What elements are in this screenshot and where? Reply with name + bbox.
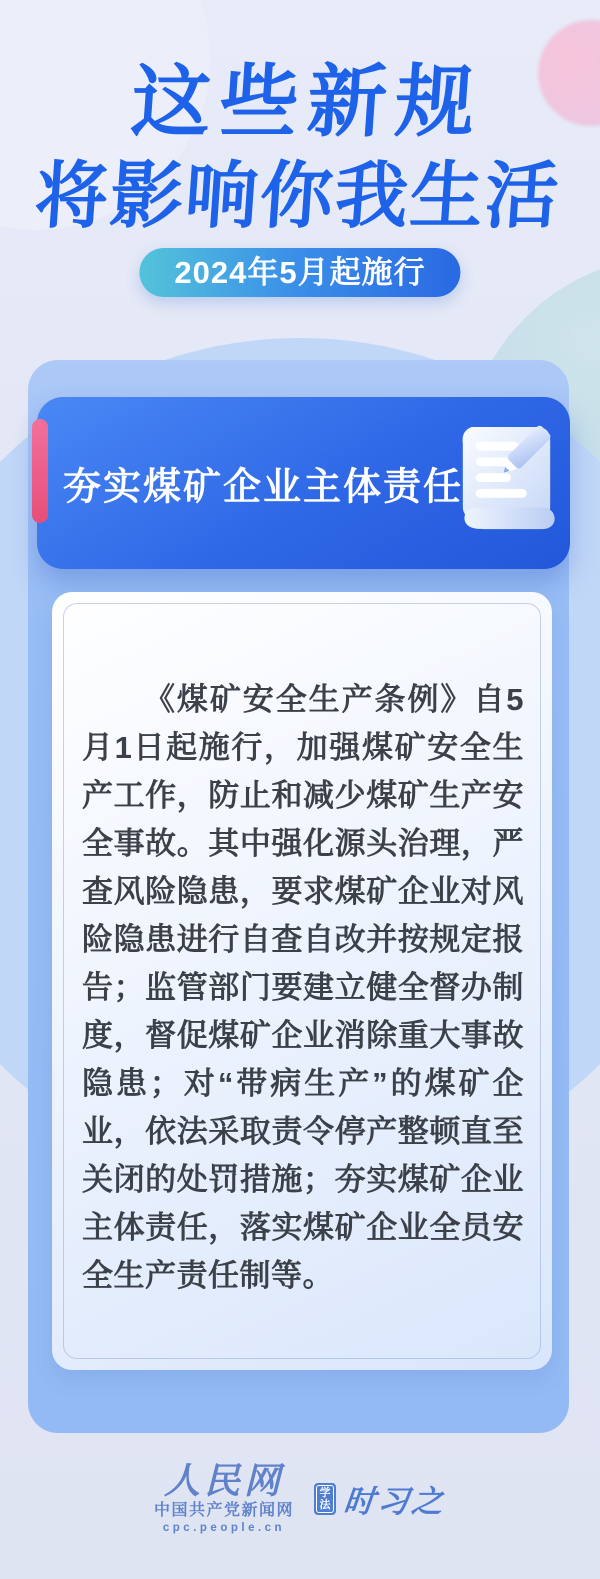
- xuefa-badge-frame: [316, 1485, 334, 1513]
- banner-pink-tab: [32, 419, 48, 523]
- people-net-url: cpc.people.cn: [162, 1522, 286, 1534]
- people-net-script: 人民网: [163, 1460, 284, 1502]
- page-title-line1: 这些新规: [128, 57, 487, 146]
- people-net-site-name: 中国共产党新闻网: [153, 1502, 294, 1519]
- date-badge: 2024年5月起施行: [139, 248, 460, 297]
- content-card: [52, 592, 552, 1370]
- xuefa-char-top: 学: [319, 1486, 331, 1499]
- section-banner: [37, 397, 570, 569]
- document-pencil-icon: [454, 422, 560, 542]
- page-title-line2: 将影响你我生活: [32, 156, 563, 237]
- article-paragraph: 《煤矿安全生产条例》自5月1日起施行，加强煤矿安全生产工作，防止和减少煤矿生产安全事故。其中强化源头治理，严查风险隐患，要求煤矿企业对风险隐患进行自查自改并按规定报告；监管部门要建立健全督办制度，督促煤矿企业消除重大事故隐患；对“带病生产”的煤矿企业，依法采取责令停产整顿直至关闭的处罚措施；夯实煤矿企业主体责任，落实煤矿企业全员安全生产责任制等。: [82, 682, 524, 1293]
- main-card: [28, 360, 569, 1433]
- section-heading: 夯实煤矿企业主体责任: [63, 466, 464, 509]
- people-net-logo: [154, 1462, 294, 1535]
- xuefa-badge-icon: [314, 1483, 336, 1515]
- xuefa-char-bottom: 法: [319, 1498, 331, 1511]
- shixizhi-logo: [314, 1476, 446, 1521]
- footer: [0, 1462, 600, 1535]
- shixizhi-wordmark: 时习之: [341, 1484, 448, 1519]
- masthead: [0, 52, 600, 242]
